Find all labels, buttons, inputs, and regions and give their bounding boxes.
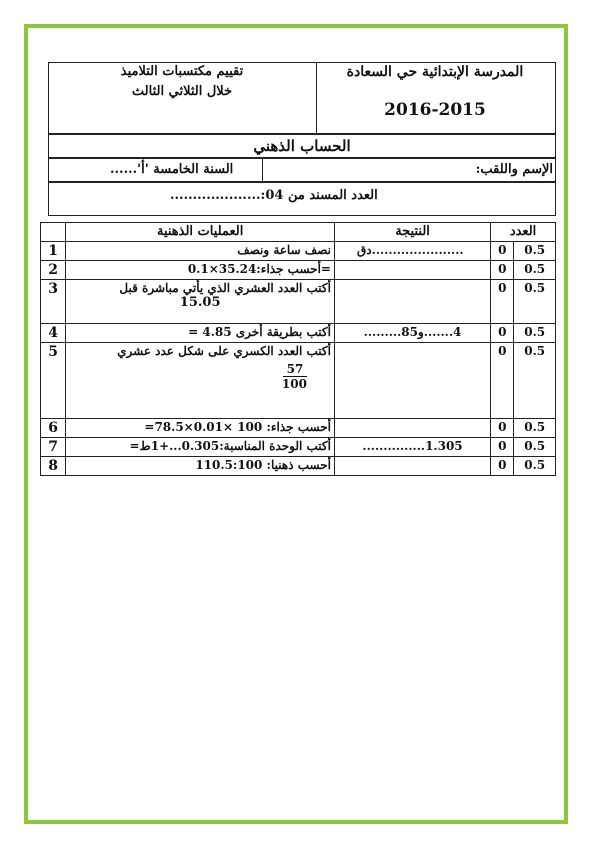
row-number: 7: [41, 438, 66, 457]
header-result: النتيجة: [334, 223, 490, 242]
row-operation: [66, 343, 335, 419]
row-points: 0.5: [514, 324, 556, 343]
header-score: العدد: [491, 223, 556, 242]
table-row: [41, 242, 556, 261]
fraction: [283, 362, 307, 391]
name-row-divider: [262, 158, 263, 182]
row-number: 1: [41, 242, 66, 261]
row-zero: 0: [491, 261, 514, 280]
row-zero: 0: [491, 324, 514, 343]
row-result: 1.305...............: [334, 438, 490, 457]
row-operation: أكتب الوحدة المناسبة:0.305...+1ط=: [66, 438, 335, 457]
row-zero: 0: [491, 343, 514, 419]
row-zero: 0: [491, 438, 514, 457]
row-points: 0.5: [514, 343, 556, 419]
row-points: 0.5: [514, 280, 556, 324]
row-points: 0.5: [514, 419, 556, 438]
row-number: 3: [41, 280, 66, 324]
row-operation: أكتب بطريقة أخرى 4.85 =: [66, 324, 335, 343]
row-points: 0.5: [514, 261, 556, 280]
row-number: 4: [41, 324, 66, 343]
questions-table: [40, 222, 556, 476]
table-row: [41, 438, 556, 457]
row-result: 4.......و85.........: [334, 324, 490, 343]
operation-value: 15.05: [179, 295, 221, 310]
row-zero: 0: [491, 242, 514, 261]
school-name: المدرسة الإبتدائية حي السعادة: [346, 64, 524, 80]
row-number: 6: [41, 419, 66, 438]
row-operation: [66, 280, 335, 324]
operation-text: أكتب العدد العشري الذي يأتي مباشرة قبل: [119, 281, 331, 295]
row-result: [334, 419, 490, 438]
row-points: 0.5: [514, 457, 556, 476]
table-header-row: [41, 223, 556, 242]
row-operation: أحسب جذاء: 100 ×0.01×78.5=: [66, 419, 335, 438]
row-number: 5: [41, 343, 66, 419]
row-result: ......................دق: [334, 242, 490, 261]
header-number: [41, 223, 66, 242]
header-operations: العمليات الذهنية: [66, 223, 335, 242]
evaluation-title: تقييم مكتسبات التلاميذ: [120, 64, 244, 79]
row-zero: 0: [491, 419, 514, 438]
row-points: 0.5: [514, 438, 556, 457]
fraction-denominator: 100: [281, 377, 307, 391]
score-label: العدد المسند من 04:....................: [170, 188, 378, 203]
row-zero: 0: [491, 457, 514, 476]
operation-text: أكتب العدد الكسري على شكل عدد عشري: [117, 344, 331, 358]
row-operation: [66, 261, 335, 280]
table-row: [41, 343, 556, 419]
operation-text: أحسب جذاء:35.24×0.1=: [187, 262, 331, 276]
name-label: الإسم واللقب:: [475, 162, 553, 177]
table-row: [41, 419, 556, 438]
row-number: 8: [41, 457, 66, 476]
table-row: [41, 457, 556, 476]
table-row: [41, 280, 556, 324]
row-result: [334, 343, 490, 419]
table-row: [41, 261, 556, 280]
row-result: [334, 457, 490, 476]
school-years: 2016-2015: [384, 100, 486, 120]
row-points: 0.5: [514, 242, 556, 261]
class-label: السنة الخامسة 'أ'......: [110, 162, 234, 177]
row-operation: نصف ساعة ونصف: [66, 242, 335, 261]
row-result: [334, 261, 490, 280]
fraction-numerator: 57: [283, 362, 307, 377]
subject-title: الحساب الذهني: [253, 137, 351, 155]
row-operation: أحسب ذهنيا: 110.5:100: [66, 457, 335, 476]
table-row: [41, 324, 556, 343]
row-number: 2: [41, 261, 66, 280]
evaluation-period: خلال الثلاثي الثالث: [131, 84, 233, 99]
row-zero: 0: [491, 280, 514, 324]
row-result: [334, 280, 490, 324]
